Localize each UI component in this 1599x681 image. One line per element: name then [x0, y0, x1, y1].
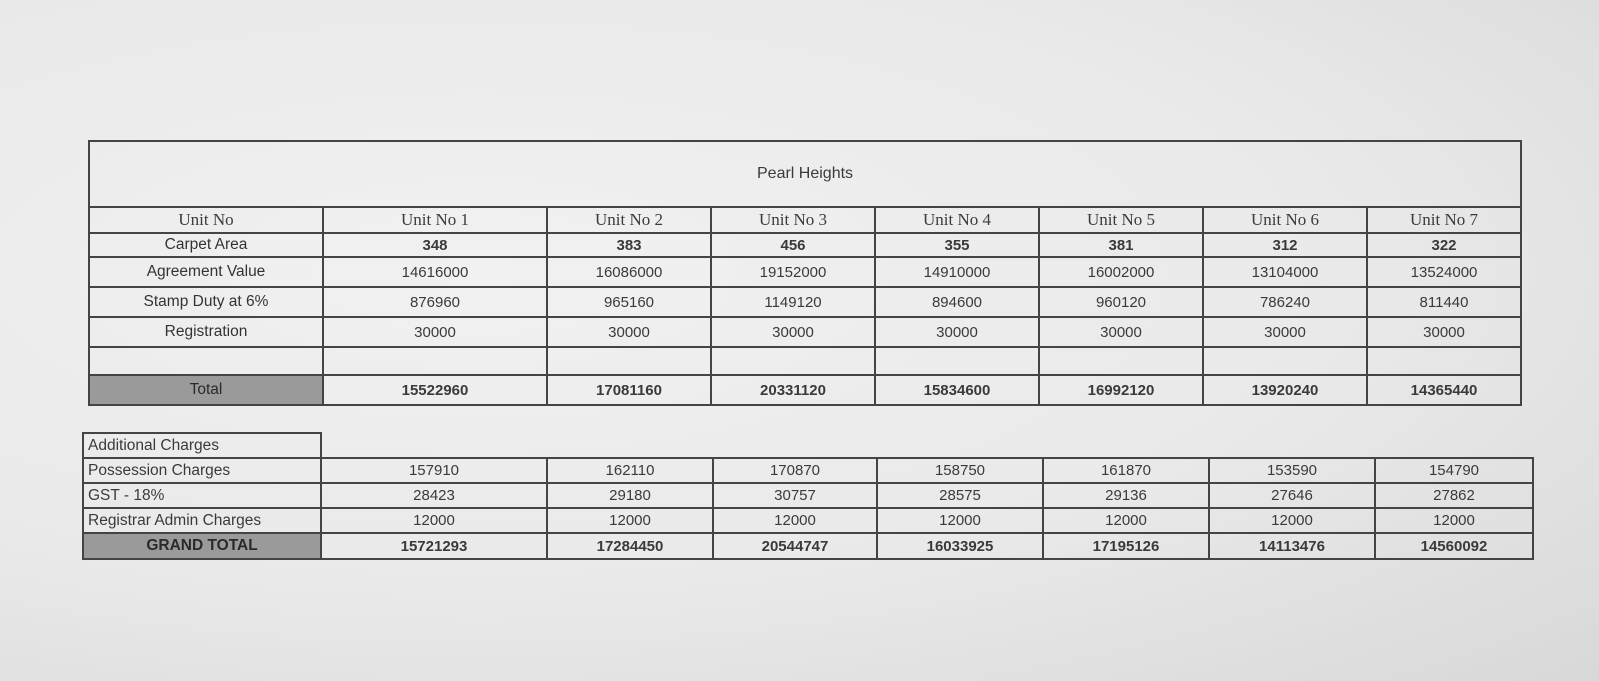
empty-cell — [323, 347, 547, 375]
table-cell: 348 — [323, 233, 547, 257]
unit-header: Unit No 1 — [323, 207, 547, 233]
row-label: Registration — [89, 317, 323, 347]
table-cell: 29180 — [547, 483, 713, 508]
table-cell: 27862 — [1375, 483, 1533, 508]
total-cell: 13920240 — [1203, 375, 1367, 405]
table-row — [89, 317, 1521, 347]
table-row — [89, 257, 1521, 287]
table-cell: 28423 — [321, 483, 547, 508]
table-cell: 960120 — [1039, 287, 1203, 317]
row-label: Carpet Area — [89, 233, 323, 257]
table-cell: 30757 — [713, 483, 877, 508]
additional-header-row — [83, 433, 1533, 458]
table-cell: 786240 — [1203, 287, 1367, 317]
unit-header: Unit No 4 — [875, 207, 1039, 233]
table-cell: 30000 — [323, 317, 547, 347]
grand-total-cell: 17195126 — [1043, 533, 1209, 559]
table-cell: 30000 — [1203, 317, 1367, 347]
table-cell: 811440 — [1367, 287, 1521, 317]
table-cell: 16086000 — [547, 257, 711, 287]
table-cell: 30000 — [711, 317, 875, 347]
table-cell: 14616000 — [323, 257, 547, 287]
total-cell: 17081160 — [547, 375, 711, 405]
empty-cell — [711, 347, 875, 375]
table-cell: 12000 — [1375, 508, 1533, 533]
total-row — [89, 375, 1521, 405]
table-cell: 312 — [1203, 233, 1367, 257]
grand-total-cell: 14560092 — [1375, 533, 1533, 559]
empty-cell — [547, 347, 711, 375]
table-row — [89, 287, 1521, 317]
table-cell: 355 — [875, 233, 1039, 257]
table-cell: 322 — [1367, 233, 1521, 257]
table-title: Pearl Heights — [89, 141, 1521, 207]
unit-header: Unit No 5 — [1039, 207, 1203, 233]
grand-total-cell: 15721293 — [321, 533, 547, 559]
header-row — [89, 207, 1521, 233]
table-cell: 153590 — [1209, 458, 1375, 483]
table-cell: 28575 — [877, 483, 1043, 508]
table-cell: 1149120 — [711, 287, 875, 317]
grand-total-cell: 14113476 — [1209, 533, 1375, 559]
grand-total-cell: 20544747 — [713, 533, 877, 559]
empty-cell — [1203, 347, 1367, 375]
table-cell: 162110 — [547, 458, 713, 483]
table-cell: 27646 — [1209, 483, 1375, 508]
table-cell: 12000 — [321, 508, 547, 533]
table-cell: 894600 — [875, 287, 1039, 317]
unit-cost-table — [88, 140, 1522, 406]
table-cell: 16002000 — [1039, 257, 1203, 287]
row-label: Registrar Admin Charges — [83, 508, 321, 533]
table-cell: 30000 — [1039, 317, 1203, 347]
table-row — [83, 508, 1533, 533]
table-cell: 29136 — [1043, 483, 1209, 508]
grand-total-cell: 16033925 — [877, 533, 1043, 559]
table-cell: 876960 — [323, 287, 547, 317]
grand-total-row — [83, 533, 1533, 559]
table-cell: 161870 — [1043, 458, 1209, 483]
total-cell: 20331120 — [711, 375, 875, 405]
table-cell: 30000 — [875, 317, 1039, 347]
table-cell: 12000 — [1043, 508, 1209, 533]
unit-header: Unit No 2 — [547, 207, 711, 233]
grand-total-label: GRAND TOTAL — [83, 533, 321, 559]
table-cell: 154790 — [1375, 458, 1533, 483]
table-row — [89, 233, 1521, 257]
unit-no-label: Unit No — [89, 207, 323, 233]
table-cell: 30000 — [1367, 317, 1521, 347]
table-cell: 14910000 — [875, 257, 1039, 287]
total-cell: 16992120 — [1039, 375, 1203, 405]
table-cell: 158750 — [877, 458, 1043, 483]
table-cell: 12000 — [713, 508, 877, 533]
blank-area — [321, 433, 1533, 458]
table-cell: 383 — [547, 233, 711, 257]
row-label: Possession Charges — [83, 458, 321, 483]
table-cell: 965160 — [547, 287, 711, 317]
unit-header: Unit No 3 — [711, 207, 875, 233]
table-cell: 13524000 — [1367, 257, 1521, 287]
table-cell: 12000 — [547, 508, 713, 533]
table-cell: 12000 — [877, 508, 1043, 533]
table-cell: 456 — [711, 233, 875, 257]
empty-cell — [1367, 347, 1521, 375]
row-label: Agreement Value — [89, 257, 323, 287]
row-label: GST - 18% — [83, 483, 321, 508]
total-cell: 15834600 — [875, 375, 1039, 405]
table-row — [83, 483, 1533, 508]
table-cell: 13104000 — [1203, 257, 1367, 287]
empty-row — [89, 347, 1521, 375]
empty-cell — [875, 347, 1039, 375]
table-row — [83, 458, 1533, 483]
additional-charges-table — [82, 432, 1534, 560]
unit-header: Unit No 7 — [1367, 207, 1521, 233]
row-label: Stamp Duty at 6% — [89, 287, 323, 317]
table-cell: 170870 — [713, 458, 877, 483]
additional-charges-heading: Additional Charges — [83, 433, 321, 458]
grand-total-cell: 17284450 — [547, 533, 713, 559]
total-label: Total — [89, 375, 323, 405]
total-cell: 14365440 — [1367, 375, 1521, 405]
empty-cell — [1039, 347, 1203, 375]
table-cell: 30000 — [547, 317, 711, 347]
empty-cell — [89, 347, 323, 375]
total-cell: 15522960 — [323, 375, 547, 405]
table-cell: 12000 — [1209, 508, 1375, 533]
table-cell: 157910 — [321, 458, 547, 483]
table-cell: 19152000 — [711, 257, 875, 287]
table-cell: 381 — [1039, 233, 1203, 257]
unit-header: Unit No 6 — [1203, 207, 1367, 233]
